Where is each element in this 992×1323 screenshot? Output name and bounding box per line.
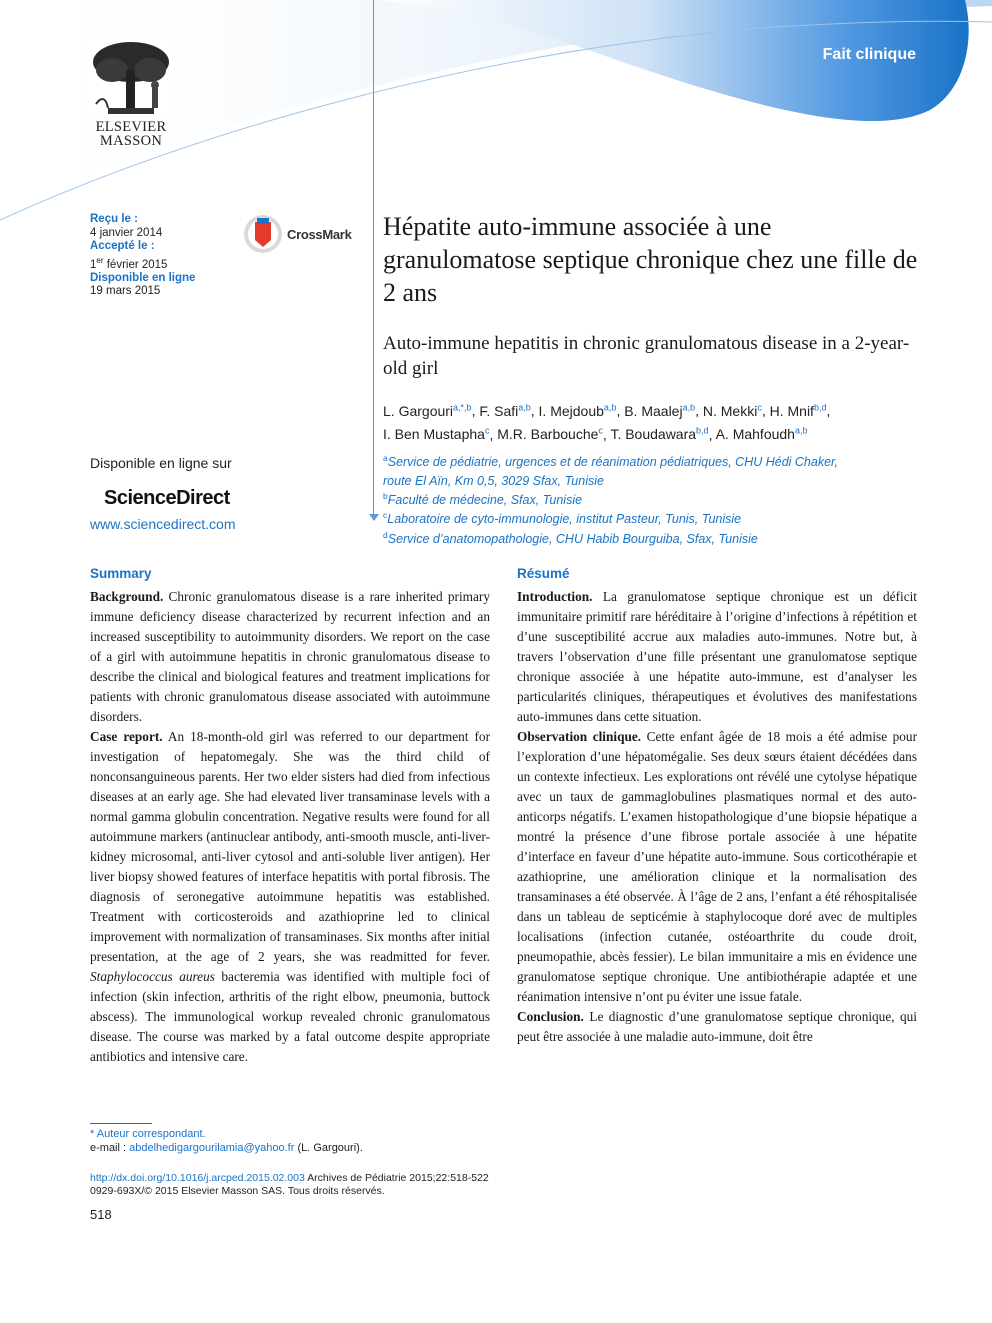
affiliation: $^b$Faculté de médecine, Sfax, Tunisie: [383, 491, 583, 508]
resume-introduction: Introduction. La granulomatose septique chronique est un déficit immunitaire primitif rare héréditaire à l’origine d’infections à répétition et d’une susceptibilité accrue aux maladies auto-immunes. Notre but, à travers l’observation d’une fille présentant une granulomatose septique chronique associée à une hépatite auto-immune, est d’analyser les particularités cliniques, thérapeutiques et évolutives des manifestations auto-immunes dans cette situation.: [517, 589, 917, 724]
doi-link[interactable]: http://dx.doi.org/10.1016/j.arcped.2015.02.003: [90, 1172, 305, 1184]
availability-label: Disponible en ligne sur: [90, 455, 232, 471]
summary-background: Background. Chronic granulomatous disease is a rare inherited primary immune deficiency disease characterized by recurrent infection and an increased susceptibility to autoimmunity disorders. We report on the case of a girl with autoimmune hepatitis in chronic granulomatous disease to describe the clinical and biological features and treatment implications for patients with chronic granulomatous disease associated with autoimmune disorders.: [90, 589, 490, 724]
author[interactable]: L. Gargouri$^{a,*,b}$: [383, 402, 472, 419]
sciencedirect-link[interactable]: www.sciencedirect.com: [90, 516, 236, 532]
elsevier-tree-icon: [88, 40, 174, 116]
affiliation-list: [383, 451, 943, 547]
affiliation: $^a$Service de pédiatrie, urgences et de réanimation pédiatriques, CHU Hédi Chaker,: [383, 453, 838, 470]
resume-conclusion: Conclusion. Le diagnostic d’une granulomatose septique chronique, qui peut être associée à une maladie auto-immune, doit être: [517, 1009, 917, 1044]
accepted-date: 1er février 2015: [90, 255, 168, 271]
author[interactable]: B. Maalej$^{a,b}$: [624, 402, 696, 419]
sciencedirect-logo[interactable]: ScienceDirect: [104, 487, 230, 509]
resume-column: [517, 565, 917, 1047]
page-number: 518: [90, 1207, 112, 1222]
affiliation: $^d$Service d’anatomopathologie, CHU Habib Bourguiba, Sfax, Tunisie: [383, 529, 758, 546]
author[interactable]: T. Boudawara$^{b,d}$: [610, 425, 709, 443]
summary-case-report: Case report. An 18-month-old girl was referred to our department for investigation of hepatomegaly. She was the third child of nonconsanguineous parents. Her two elder sisters had died from infectious diseases at an early age. She had elevated liver transaminase levels with a normal gamma globulin concentration. Negative results were found for all autoimmune markers (antinuclear antibody, anti-smooth muscle, anti-liver-kidney microsomal, anti-liver cytosol and anti-soluble liver antigen). Her liver biopsy showed features of interface hepatitis with portal fibrosis. The diagnosis of seronegative autoimmune hepatitis was established. Treatment with corticosteroids and azathioprine led to clinical improvement with normalization of transaminases. Six months after initial presentation, at the age of 2 years, she was readmitted for fever. Staphylococcus aureus bacteremia was identified with multiple foci of infection (skin infection, arthritis of the right elbow, pneumonia, buttock abscess). The immunological workup revealed chronic granulomatous disease. The course was marked by a fatal outcome despite appropriate antibiotics and intensive care.: [90, 729, 490, 1064]
author-line-1: L. Gargouri$^{a,*,b}$, F. Safi$^{a,b}$, I. Mejdoub$^{a,b}$, B. Maalej$^{a,b}$, N. Mekki$^c$, H. Mnif$^{b,d}$,: [383, 402, 831, 419]
crossmark-icon: [243, 214, 283, 254]
footnote-rule: [90, 1123, 152, 1124]
received-date: 4 janvier 2014: [90, 226, 163, 239]
email-link[interactable]: abdelhedigargourilamia@yahoo.fr: [129, 1142, 295, 1154]
copyright: 0929-693X/© 2015 Elsevier Masson SAS. Tous droits réservés.: [90, 1185, 385, 1197]
summary-column: [90, 565, 490, 1067]
author[interactable]: N. Mekki$^c$: [702, 402, 762, 419]
vertical-divider: [373, 0, 374, 520]
crossmark-label: CrossMark: [287, 226, 352, 242]
online-label: Disponible en ligne: [90, 271, 196, 284]
author[interactable]: F. Safi$^{a,b}$: [479, 402, 531, 419]
article-dates: [90, 213, 195, 299]
arrow-down-icon: [369, 514, 379, 521]
accepted-label: Accepté le :: [90, 240, 155, 252]
article-title: Hépatite auto-immune associée à une granulomatose septique chronique chez une fille de 2 ans: [383, 212, 918, 307]
publication-info: [90, 1172, 489, 1198]
section-tag: Fait clinique: [822, 46, 916, 63]
publisher-name-line1: ELSEVIER: [95, 119, 167, 135]
email-line: e-mail : abdelhedigargourilamia@yahoo.fr (L. Gargouri).: [90, 1142, 363, 1154]
received-label: Reçu le :: [90, 213, 138, 225]
corresponding-author-note: * Auteur correspondant.: [90, 1128, 206, 1140]
resume-observation: Observation clinique. Cette enfant âgée de 18 mois a été admise pour l’exploration d’une hépatomégalie. Ses deux sœurs étaient décédées dans un contexte infectieux. Les explorations ont révélé une cytolyse hépatique avec un taux de gammaglobulines plasmatiques normal et des auto-anticorps négatifs. L’examen histopathologique d’une biopsie hépatique a montré la présence d’une fibrose portale associée à une hépatite d’interface en faveur d’une hépatite auto-immune. Sous corticothérapie et azathioprine, une amélioration clinique et la normalisation des transaminases a été observée. À l’âge de 2 ans, l’enfant a été réhospitalisée dans un tableau de septicémie à staphylocoque doré avec de multiples localisations (infection cutanée, ostéoarthrite du coude droit, pneumopathie, abcès fessier). Le bilan immunitaire a mis en évidence une granulomatose septique chronique. Une antibiothérapie adaptée et une réanimation intensive n’ont pu éviter une issue fatale.: [517, 729, 917, 1004]
publisher-name-line2: MASSON: [99, 133, 163, 149]
author[interactable]: H. Mnif$^{b,d}$: [769, 402, 827, 419]
journal-citation: Archives de Pédiatrie 2015;22:518-522: [304, 1172, 489, 1184]
affiliation: $^c$Laboratoire de cyto-immunologie, institut Pasteur, Tunis, Tunisie: [383, 510, 742, 527]
author-list: [383, 397, 943, 444]
summary-heading: Summary: [90, 566, 152, 581]
resume-heading: Résumé: [517, 566, 570, 581]
availability-block: [90, 455, 236, 532]
author-line-2: I. Ben Mustapha$^c$, M.R. Barbouche$^c$, T. Boudawara$^{b,d}$, A. Mahfoudh$^{a,b}$: [383, 425, 808, 443]
author[interactable]: I. Ben Mustapha$^c$: [383, 425, 490, 443]
author[interactable]: M.R. Barbouche$^c$: [497, 425, 603, 443]
article-subtitle: Auto-immune hepatitis in chronic granulomatous disease in a 2-year-old girl: [383, 333, 910, 379]
crossmark-badge[interactable]: [243, 214, 352, 254]
affiliation: route El Aïn, Km 0,5, 3029 Sfax, Tunisie: [383, 474, 604, 489]
online-date: 19 mars 2015: [90, 285, 161, 298]
author[interactable]: I. Mejdoub$^{a,b}$: [538, 402, 617, 419]
footnote: [90, 1127, 363, 1155]
publisher-logo: [88, 40, 174, 148]
author[interactable]: A. Mahfoudh$^{a,b}$: [715, 425, 808, 443]
